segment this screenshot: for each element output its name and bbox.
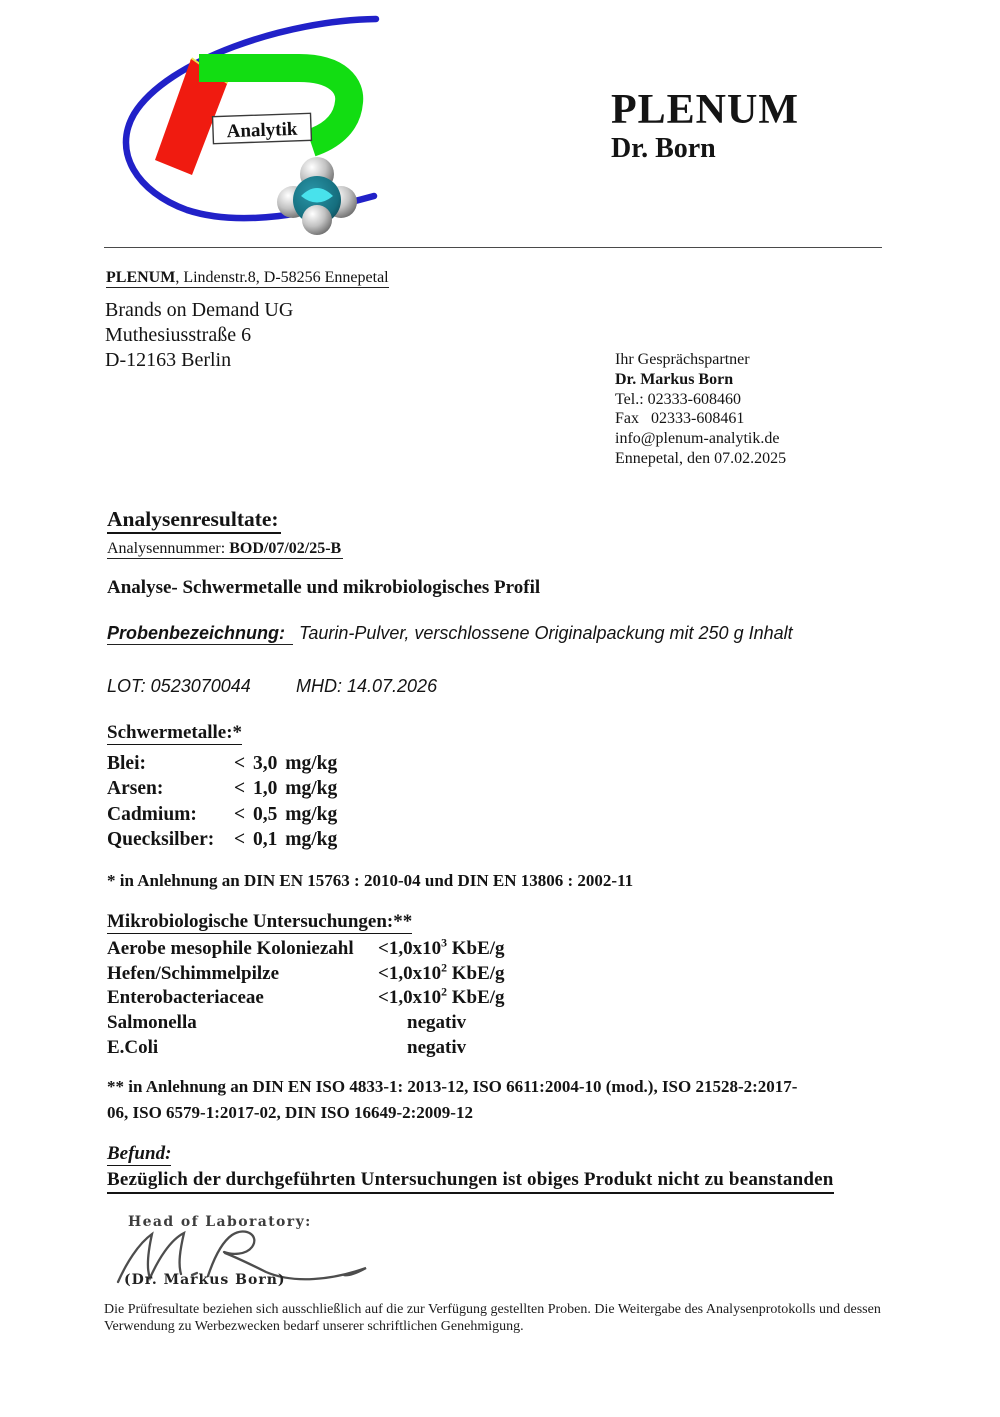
metal-value: < 0,1 mg/kg: [234, 828, 338, 850]
lot-value: LOT: 0523070044: [107, 676, 251, 696]
metal-name: Blei:: [107, 753, 146, 774]
sample-line: [107, 623, 793, 644]
micro-test-value: $<1,0x10^2$ KbE/g: [378, 986, 505, 1009]
logo-analytik-label: Analytik: [226, 118, 298, 143]
recipient-line: Brands on Demand UG: [105, 299, 294, 321]
micro-table: [107, 937, 505, 1061]
table-row: [107, 776, 337, 801]
heavy-metals-title: Schwermetalle:*: [107, 722, 243, 743]
contact-email: info@plenum-analytik.de: [615, 430, 780, 448]
recipient-line: D-12163 Berlin: [105, 349, 232, 371]
micro-test-name: Enterobacteriaceae: [107, 987, 264, 1009]
micro-test-name: Aerobe mesophile Koloniezahl: [107, 938, 354, 959]
divider-line: [104, 247, 882, 248]
micro-test-value: $<1,0x10^3$ KbE/g: [378, 936, 505, 959]
recipient-line: Muthesiusstraße 6: [105, 324, 252, 346]
contact-name: Dr. Markus Born: [615, 370, 734, 388]
sender-line: [106, 269, 389, 287]
befund-text: Bezüglich der durchgeführten Untersuchungen ist obiges Produkt nicht zu beanstanden: [107, 1169, 834, 1191]
table-row: [107, 962, 505, 987]
letterhead: [611, 88, 799, 164]
table-row: [107, 827, 337, 852]
metal-name: Cadmium:: [107, 803, 197, 825]
micro-test-value: negativ: [407, 1012, 467, 1034]
mhd-value: MHD: 14.07.2026: [296, 676, 438, 696]
contact-tel: Tel.: 02333-608460: [615, 390, 741, 408]
analysis-title: Analyse- Schwermetalle und mikrobiologisches Profil: [107, 577, 541, 598]
heavy-metals-table: [107, 751, 337, 852]
contact-place-date: Ennepetal, den 07.02.2025: [615, 449, 787, 467]
heavy-metals-footnote: * in Anlehnung an DIN EN 15763 : 2010-04 und DIN EN 13806 : 2002-11: [107, 871, 634, 890]
befund-label: Befund:: [107, 1143, 172, 1164]
plenum-analytik-logo: [112, 12, 384, 240]
micro-test-value: negativ: [407, 1036, 467, 1058]
logo-analytik-box: [213, 113, 312, 143]
table-row: [107, 1036, 505, 1061]
micro-test-name: Hefen/Schimmelpilze: [107, 962, 280, 984]
contact-block: [615, 350, 786, 469]
results-title: Analysenresultate:: [107, 507, 281, 532]
table-row: [107, 751, 337, 776]
recipient-address: [105, 298, 293, 373]
micro-title: Mikrobiologische Untersuchungen:**: [107, 911, 413, 932]
footer-disclaimer: Die Prüfresultate beziehen sich ausschließlich auf die zur Verfügung gestellten Proben. Die Weitergabe des Analysenprotokolls und dessen Verwendung zu Werbezwecken bedarf unserer schriftlichen Genehmigung.: [104, 1302, 881, 1334]
micro-test-name: E.Coli: [107, 1036, 159, 1058]
table-row: [107, 802, 337, 827]
analysis-number-value: BOD/07/02/25-B: [229, 540, 342, 557]
analysis-number-line: [107, 540, 343, 558]
table-row: [107, 1011, 505, 1036]
metal-value: < 1,0 mg/kg: [234, 778, 338, 800]
metal-value: < 3,0 mg/kg: [234, 753, 338, 774]
contact-fax: Fax 02333-608461: [615, 410, 745, 428]
contact-intro: Ihr Gesprächspartner: [615, 351, 750, 368]
lot-line: [107, 676, 437, 697]
micro-test-name: Salmonella: [107, 1012, 197, 1034]
signature-role: Head of Laboratory:: [128, 1214, 312, 1230]
sender-company: PLENUM: [106, 269, 176, 286]
table-row: [107, 937, 505, 962]
analysis-number-label: Analysennummer:: [107, 540, 230, 557]
company-subtitle: Dr. Born: [611, 133, 716, 164]
metal-value: < 0,5 mg/kg: [234, 803, 338, 825]
metal-name: Quecksilber:: [107, 828, 215, 850]
signature-name: (Dr. Markus Born): [124, 1272, 286, 1288]
table-row: [107, 986, 505, 1011]
company-name: PLENUM: [611, 87, 799, 133]
sample-label: Probenbezeichnung:: [107, 623, 293, 645]
micro-test-value: $<1,0x10^2$ KbE/g: [378, 961, 505, 984]
molecule-icon: [277, 157, 357, 235]
sender-address: , Lindenstr.8, D-58256 Ennepetal: [175, 269, 389, 286]
micro-footnote: ** in Anlehnung an DIN EN ISO 4833-1: 2013-12, ISO 6611:2004-10 (mod.), ISO 21528-2:2017- 06, ISO 6579-1:2017-02, DIN ISO 16649-2:2009-12: [107, 1077, 798, 1122]
metal-name: Arsen:: [107, 778, 164, 800]
sample-value: Taurin-Pulver, verschlossene Originalpackung mit 250 g Inhalt: [299, 623, 793, 643]
